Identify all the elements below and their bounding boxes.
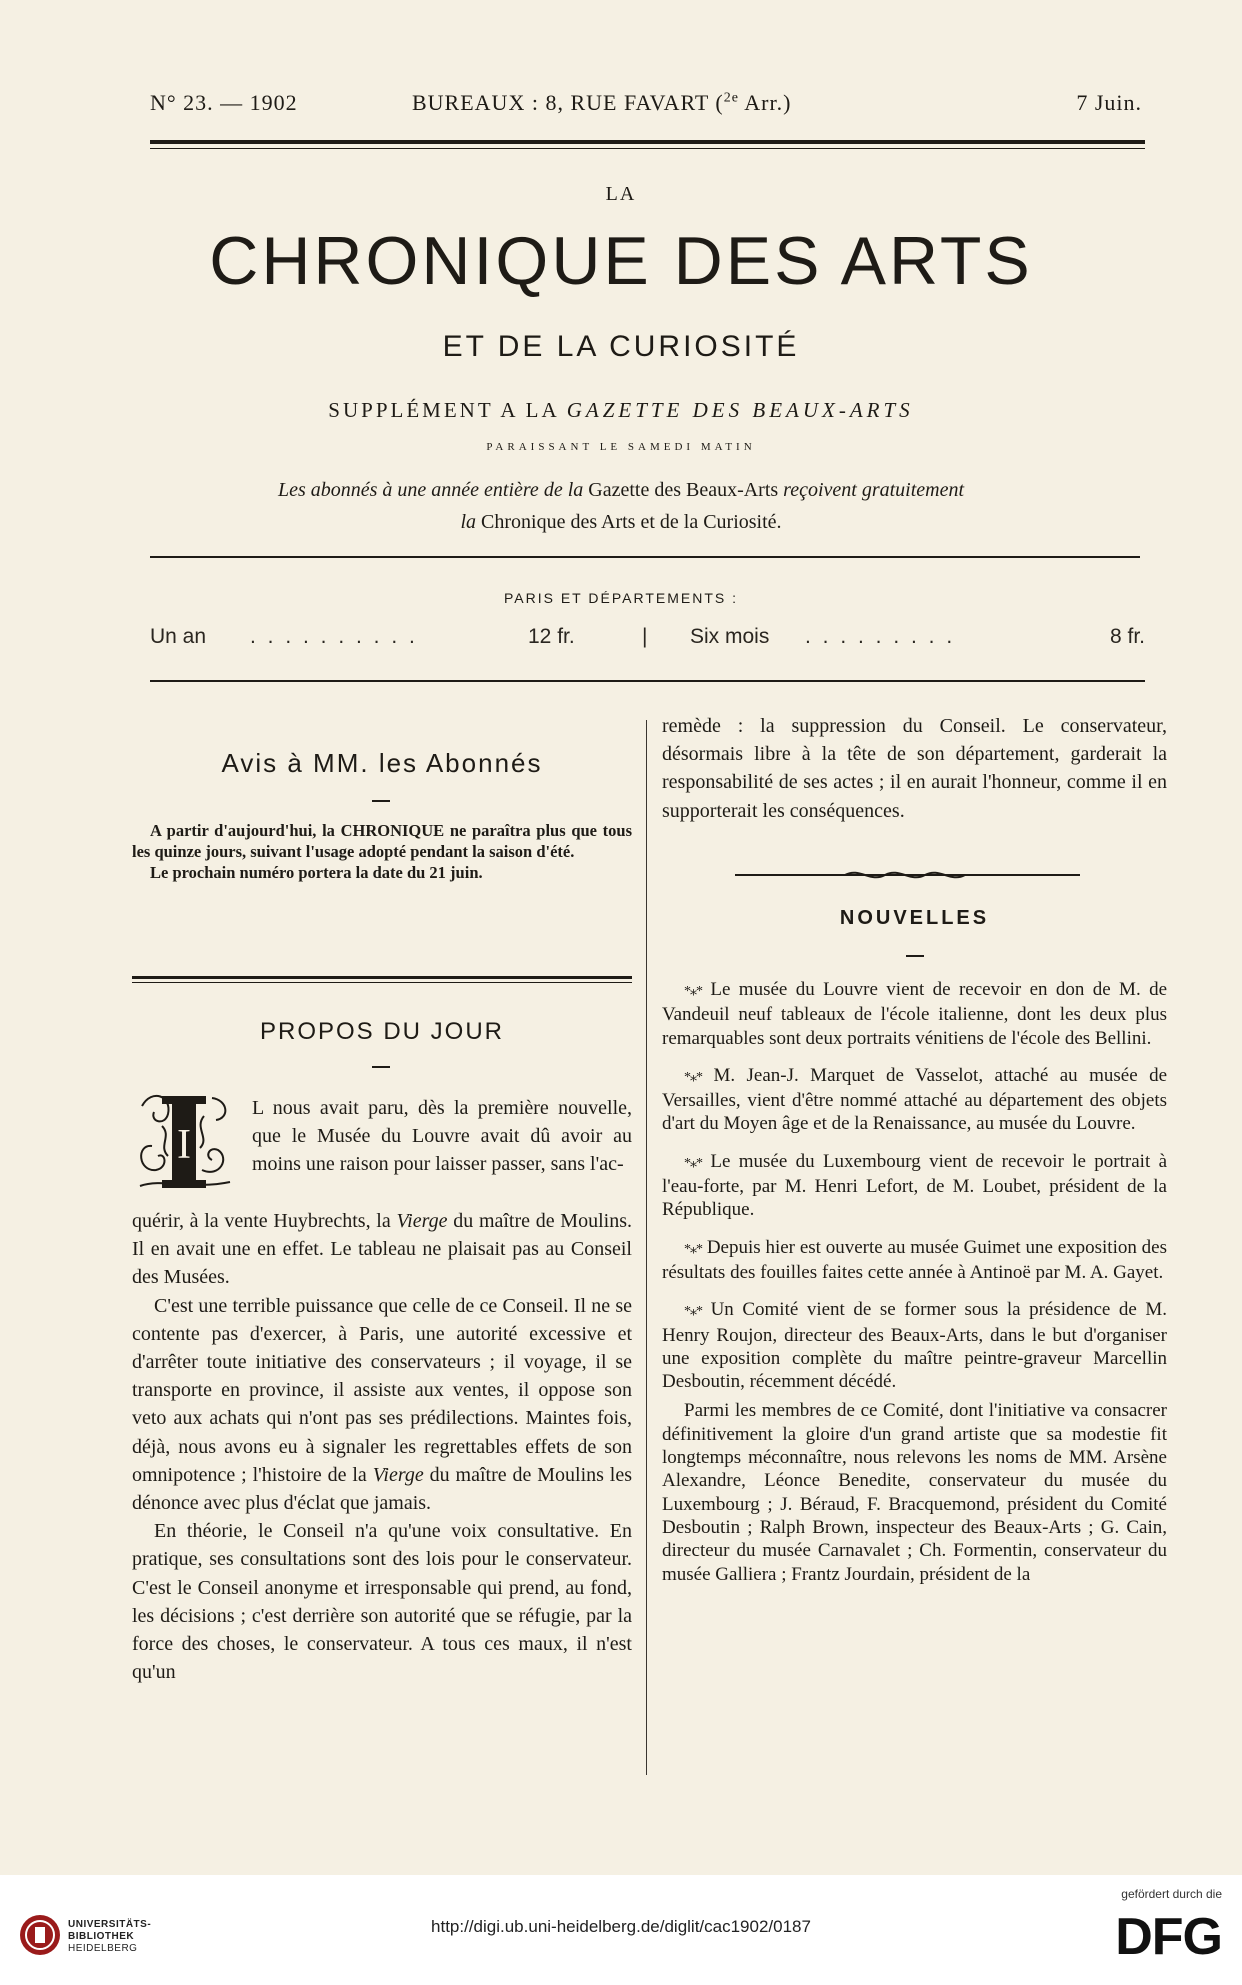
news-list bbox=[662, 978, 1167, 1600]
half-year-price: 8 fr. bbox=[1109, 625, 1145, 648]
propos-paragraph-3-cont: remède : la suppression du Conseil. Le conservateur, désormais libre à la tête de son département, garderait la responsabilité de ses actes ; il en aurait l'honneur, comme il en supporterait les conséquences. bbox=[662, 715, 1167, 822]
bureau-address: BUREAUX : 8, RUE FAVART ($^{2e}$ Arr.) bbox=[412, 90, 792, 115]
propos-dash bbox=[372, 1066, 390, 1068]
masthead-title: CHRONIQUE DES ARTS bbox=[209, 223, 1033, 299]
propos-paragraph-2: C'est une terrible puissance que celle de ce Conseil. Il ne se contente pas d'exercer, à Paris, une autorité excessive et d'arrêter toute initiative des conservateurs ; il voyage, il se transporte en province, il assiste aux ventes, il oppose son veto aux achats qui n'ont pas ses prédilections. Maintes fois, déjà, nous avons eu à signaler les regrettables effets de son omnipotence ; l'histoire de la Vierge du maître de Moulins les dénonce avec plus d'éclat que jamais. bbox=[132, 1294, 632, 1515]
subscription-heading: PARIS ET DÉPARTEMENTS : bbox=[503, 590, 738, 606]
ornament-divider bbox=[735, 868, 1080, 882]
dropcap-letter: I bbox=[177, 1122, 191, 1168]
notice-rule-thin bbox=[132, 982, 632, 983]
publication-schedule: PARAISSANT LE SAMEDI MATIN bbox=[486, 441, 756, 453]
propos-paragraph-3: En théorie, le Conseil n'a qu'une voix consultative. En pratique, ses consultations sont des lois pour le conservateur. C'est le Conseil anonyme et irresponsable qui prend, au fond, les décisions ; c'est derrière son autorité que se réfugie, par la force des choses, le conservateur. A tous ces maux, il n'est qu'un bbox=[132, 1520, 632, 1684]
header-rule-thin bbox=[150, 148, 1145, 149]
propos-title: PROPOS DU JOUR bbox=[259, 1018, 505, 1045]
price-separator: | bbox=[642, 625, 648, 648]
supplement-line: SUPPLÉMENT A LA GAZETTE DES BEAUX-ARTS bbox=[328, 398, 914, 422]
permalink-url[interactable]: http://digi.ub.uni-heidelberg.de/diglit/cac1902/0187 bbox=[431, 1917, 811, 1936]
masthead-la: LA bbox=[605, 183, 637, 205]
digitization-footer bbox=[0, 1875, 1242, 1985]
news-continuation: Parmi les membres de ce Comité, dont l'initiative va consacrer définitivement la gloire d'un grand artiste que sa modestie fit longtemps méconnaître, nous relevons les noms de MM. Arsène Alexandre, Léonce Benedite, conservateur du musée du Luxembourg ; J. Béraud, F. Bracquemond, président du Comité Desboutin ; Ralph Brown, inspecteur des Beaux-Arts ; G. Cain, directeur du musée Carnavalet ; Ch. Formentin, conservateur du musée Galliera ; Frantz Jourdain, président de la bbox=[662, 1400, 1167, 1585]
news-item: *⁎* Depuis hier est ouverte au musée Guimet une exposition des résultats des fouilles faites cette année à Antinoë par M. A. Gayet. bbox=[662, 1236, 1167, 1283]
propos-first-lines: L nous avait paru, dès la première nouvelle, que le Musée du Louvre avait dû avoir au moins une raison pour laisser passer, sans l'ac- bbox=[252, 1097, 632, 1176]
propos-continuation bbox=[662, 712, 1167, 825]
propos-paragraph-1: quérir, à la vente Huybrechts, la Vierge du maître de Moulins. Il en avait une en effet. Le tableau ne plaisait pas au Conseil des Musées. bbox=[132, 1210, 632, 1289]
issue-number: N° 23. — 1902 bbox=[150, 90, 298, 115]
masthead-subtitle: ET DE LA CURIOSITÉ bbox=[442, 330, 800, 363]
news-item: *⁎* Un Comité vient de se former sous la présidence de M. Henry Roujon, directeur des Beaux-Arts, dans le but d'organiser une exposition complète du maître peintre-graveur Marcellin Desboutin, récemment décédé. bbox=[662, 1299, 1168, 1393]
subscribers-note: Les abonnés à une année entière de la Gazette des Beaux-Arts reçoivent gratuitement la Chronique des Arts et de la Curiosité. bbox=[277, 479, 965, 533]
funded-by-label: gefördert durch die bbox=[1121, 1887, 1222, 1901]
notice-paragraph-1: A partir d'aujourd'hui, la CHRONIQUE ne paraîtra plus que tous les quinze jours, suivant l'usage adopté pendant la saison d'été. bbox=[132, 821, 632, 861]
notice-body bbox=[132, 820, 632, 883]
news-item: *⁎* Le musée du Luxembourg vient de recevoir le portrait à l'eau-forte, par M. Henri Lefort, de M. Loubet, président de la République. bbox=[662, 1150, 1168, 1221]
nouvelles-dash bbox=[906, 955, 924, 957]
nouvelles-title: NOUVELLES bbox=[839, 907, 990, 929]
notice-dash bbox=[372, 800, 390, 802]
prices-rule bbox=[150, 680, 1145, 682]
issue-date: 7 Juin. bbox=[1076, 90, 1142, 115]
news-item: *⁎* M. Jean-J. Marquet de Vasselot, attaché au musée de Versailles, vient d'être nommé attaché au département des objets d'art du Moyen âge et de la Renaissance, au musée du Louvre. bbox=[662, 1064, 1167, 1135]
news-item: *⁎* Le musée du Louvre vient de recevoir en don de M. de Vandeuil neuf tableaux de l'école italienne, dont les deux plus remarquables sont deux portraits vénitiens de l'école des Bellini. bbox=[662, 979, 1168, 1049]
dfg-logo: DFG bbox=[1115, 1908, 1222, 1966]
year-dots: . . . . . . . . . . bbox=[250, 625, 418, 648]
university-name: UNIVERSITÄTS- BIBLIOTHEK HEIDELBERG bbox=[68, 1919, 152, 1954]
top-header bbox=[150, 90, 1142, 124]
year-price: 12 fr. bbox=[528, 625, 575, 648]
half-year-label: Six mois bbox=[690, 625, 770, 648]
notice-paragraph-2: Le prochain numéro portera la date du 21 juin. bbox=[150, 863, 483, 882]
column-divider bbox=[646, 720, 647, 1775]
notice-title: Avis à MM. les Abonnés bbox=[221, 748, 543, 778]
subscription-prices bbox=[150, 625, 1145, 655]
half-year-dots: . . . . . . . . . bbox=[805, 625, 956, 648]
ornamental-dropcap bbox=[132, 1086, 238, 1196]
year-label: Un an bbox=[150, 625, 207, 648]
notice-rule-thick bbox=[132, 976, 632, 979]
header-rule-thick bbox=[150, 140, 1145, 144]
propos-body bbox=[132, 1207, 632, 1686]
masthead-rule bbox=[150, 556, 1140, 558]
